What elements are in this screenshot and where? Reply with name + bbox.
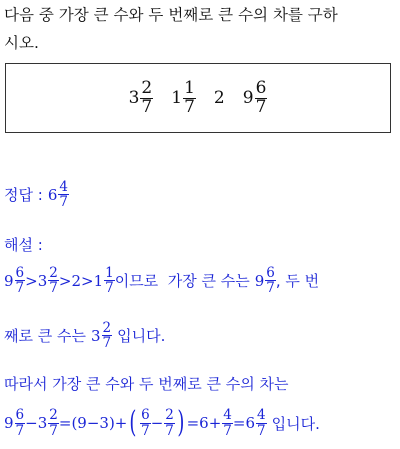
expl4-b-num: 2 (49, 407, 58, 424)
expl2-num: 2 (102, 320, 112, 336)
number-4 (242, 77, 268, 117)
expl1-term-b (38, 266, 59, 295)
question-line-2: 시오. (4, 34, 39, 52)
answer-fraction (58, 180, 69, 209)
answer-value (48, 180, 69, 209)
expl1-term-e (255, 266, 276, 295)
expl4-text: 입니다. (271, 414, 320, 433)
greater-than-3: > (80, 271, 94, 290)
expl1-e-den: 7 (266, 280, 275, 297)
expl4-f-num: 4 (257, 407, 266, 424)
explanation-line-2 (4, 321, 165, 350)
explanation-line-3: 따라서 가장 큰 수와 두 번째로 큰 수의 차는 (4, 375, 289, 393)
expl4-a-num: 6 (15, 407, 25, 424)
equals-3: = (232, 414, 246, 432)
number-1-numerator: 2 (141, 77, 153, 98)
expl4-term-a (4, 408, 25, 437)
left-paren: ( (129, 405, 137, 440)
minus-1: − (25, 414, 38, 432)
expl2-text-1: 째로 큰 수는 (4, 327, 86, 346)
number-3-whole: 2 (213, 88, 225, 108)
paren-expression: (9−3) (71, 414, 115, 432)
expl4-a-den: 7 (15, 422, 25, 439)
expl4-d-num: 2 (165, 407, 174, 424)
number-1 (128, 77, 154, 117)
expl2-fraction (102, 321, 113, 350)
plus-2: + (208, 414, 222, 432)
greater-than-1: > (25, 271, 38, 290)
expl4-e-num: 4 (223, 407, 232, 424)
answer-numerator: 4 (59, 179, 68, 195)
expl1-d-num: 1 (105, 265, 114, 281)
number-1-denominator: 7 (141, 96, 153, 117)
answer-line (4, 180, 69, 209)
expl4-f-whole: 6 (245, 414, 255, 432)
number-4-numerator: 6 (255, 77, 267, 98)
number-2-numerator: 1 (184, 77, 195, 98)
expl4-e-den: 7 (223, 422, 232, 439)
equals-2: = (186, 414, 200, 432)
expl4-b-whole: 3 (37, 414, 48, 432)
greater-than-2: > (58, 271, 72, 290)
answer-label: 정답 : (4, 186, 43, 205)
expl1-d-whole: 1 (93, 271, 104, 290)
expl4-c-num: 6 (141, 407, 150, 424)
expl4-b-fraction (48, 408, 59, 437)
expl1-text-2: , 두 번 (275, 272, 320, 291)
number-1-fraction (140, 77, 153, 117)
expl4-term-b (38, 408, 59, 437)
expl1-e-num: 6 (266, 265, 275, 281)
number-2-fraction (183, 77, 196, 117)
expl1-a-fraction (15, 266, 26, 295)
expl1-term-d (94, 266, 115, 295)
expl4-e-fraction (222, 408, 233, 437)
explanation-label: 해설 : (4, 236, 43, 254)
expl2-den: 7 (102, 335, 112, 352)
expl1-b-den: 7 (49, 280, 58, 297)
expl1-a-den: 7 (15, 280, 25, 297)
explanation-line-1 (4, 266, 319, 295)
number-4-fraction (255, 77, 268, 117)
number-3 (214, 88, 225, 108)
expl4-a-fraction (15, 408, 26, 437)
expl4-c-den: 7 (141, 422, 150, 439)
expl1-e-whole: 9 (254, 271, 265, 290)
expl4-a-whole: 9 (4, 414, 14, 432)
answer-denominator: 7 (59, 194, 68, 211)
expl4-c-fraction (140, 408, 151, 437)
expl2-text-2: 입니다. (117, 327, 166, 346)
expl1-text-1: 이므로 가장 큰 수는 (114, 272, 250, 291)
number-2-denominator: 7 (184, 96, 195, 117)
expl1-e-fraction (265, 266, 276, 295)
number-4-denominator: 7 (255, 96, 267, 117)
expl1-b-num: 2 (49, 265, 58, 281)
expl1-b-whole: 3 (37, 271, 48, 290)
expl1-a-num: 6 (15, 265, 25, 281)
expl1-term-c: 2 (71, 271, 81, 290)
number-2-whole: 1 (171, 88, 183, 108)
expl1-d-den: 7 (105, 280, 114, 297)
expl4-d-den: 7 (165, 422, 174, 439)
expl4-b-den: 7 (49, 422, 58, 439)
expl4-f-fraction (256, 408, 267, 437)
expl2-whole: 3 (91, 326, 101, 345)
plus-1: + (114, 414, 128, 432)
question-line-1: 다음 중 가장 큰 수와 두 번째로 큰 수의 차를 구하 (4, 6, 338, 24)
explanation-line-4 (4, 405, 320, 440)
number-2 (171, 77, 196, 117)
right-paren: ) (177, 405, 185, 440)
answer-whole: 6 (47, 185, 58, 204)
expl1-a-whole: 9 (4, 271, 14, 290)
expl1-b-fraction (48, 266, 59, 295)
number-1-whole: 3 (128, 88, 140, 108)
minus-2: − (150, 414, 164, 432)
expl2-term (91, 321, 112, 350)
expl4-d-fraction (164, 408, 175, 437)
expl1-term-a (4, 266, 25, 295)
number-4-whole: 9 (242, 88, 254, 108)
expl4-term-f (245, 408, 266, 437)
numbers-box (5, 63, 391, 133)
equals-1: = (58, 414, 72, 432)
expl1-d-fraction (104, 266, 115, 295)
expl4-f-den: 7 (257, 422, 266, 439)
expl4-six: 6 (199, 414, 209, 432)
